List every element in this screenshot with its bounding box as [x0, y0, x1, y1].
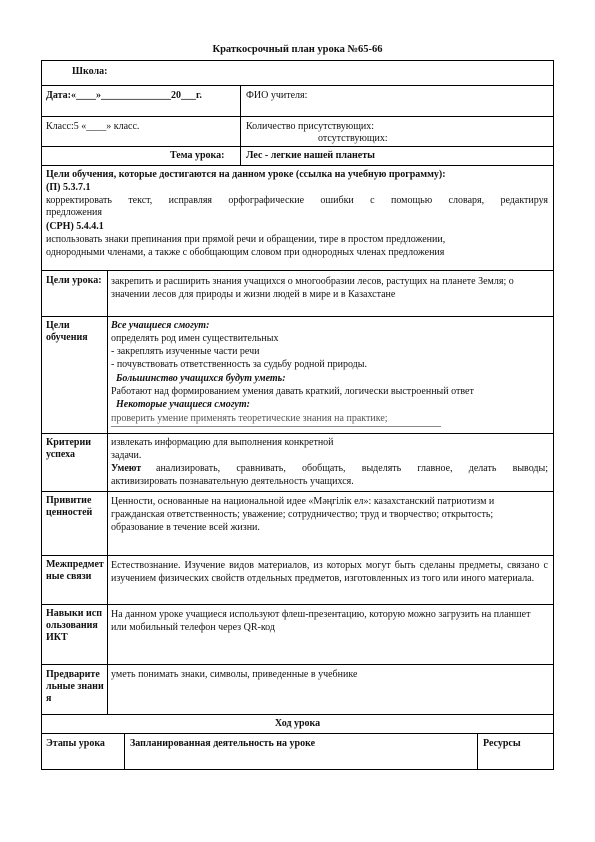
criteria-label: Критерии успеха: [46, 437, 92, 460]
objectives-all: Все учащиеся смогут:: [111, 320, 210, 331]
topic-label: Тема урока:: [170, 150, 225, 161]
objectives-line-4: Работают над формированием умения давать краткий, логически выстроенный ответ: [111, 386, 474, 397]
goal-code-2: (СРН) 5.4.4.1: [46, 221, 104, 232]
interdisciplinary-text: Естествознание. Изучение видов материалов, из которых могут быть сделаны предметы, связано с изучением физических свойств отдельных предметов, изготовленных из того или иного материала.: [111, 560, 548, 584]
teacher-label: ФИО учителя:: [246, 90, 308, 101]
criteria-bold-word: Умеют: [111, 463, 142, 474]
date-field: Дата:«____»______________20___г.: [46, 90, 202, 101]
course-col-activity: Запланированная деятельность на уроке: [130, 738, 316, 749]
aims-label: Цели урока:: [46, 275, 102, 286]
goal-text-2b: однородными членами, а также с обобщающим словом при однородных членах предложения: [46, 247, 445, 258]
objectives-line-1: определять род имен существительных: [111, 333, 279, 344]
course-heading: Ход урока: [274, 718, 321, 729]
topic-value: Лес - легкие нашей планеты: [246, 150, 375, 161]
objectives-line-3: - почувствовать ответственность за судьбу родной природы.: [111, 359, 367, 370]
prior-knowledge-text: уметь понимать знаки, символы, приведенные в учебнике: [111, 669, 358, 680]
prior-knowledge-label: Предварительные знания: [46, 669, 104, 704]
goals-heading: Цели обучения, которые достигаются на данном уроке (ссылка на учебную программу):: [46, 169, 446, 180]
criteria-line-1: извлекать информацию для выполнения конкретной: [111, 437, 334, 448]
objectives-some: Некоторые учащиеся смогут:: [116, 399, 250, 410]
course-col-stages: Этапы урока: [46, 738, 105, 749]
values-label: Привитие ценностей: [46, 495, 93, 518]
ict-label: Навыки использования ИКТ: [46, 608, 102, 643]
objectives-line-5: проверить умение применять теоретические знания на практике;: [111, 413, 388, 424]
aims-text: закрепить и расширить знания учащихся о многообразии лесов, растущих на планете Земля; о значении лесов для природы и жизни людей в мире и в Казахстане: [111, 276, 514, 300]
criteria-line-4: активизировать познавательную деятельность учащихся.: [111, 476, 354, 487]
objectives-label: Цели обучения: [46, 320, 88, 343]
school-label: Школа:: [72, 66, 108, 77]
grade-field: Класс:5 «____» класс.: [46, 121, 140, 132]
values-text: Ценности, основанные на национальной идее «Мәңгілік ел»: казахстанский патриотизм и гражданская ответственность; уважение; сотрудничество; труд и творчество; открытость; образование в течение всей жизни.: [111, 496, 495, 533]
goal-text-1a: корректировать текст, исправляя орфографические ошибки с помощью словаря, редактируя: [46, 195, 548, 206]
present-count-label: Количество присутствующих:: [246, 121, 375, 132]
criteria-line-2: задачи.: [111, 450, 142, 461]
absent-count-label: отсутствующих:: [318, 133, 388, 144]
goal-text-1b: предложения: [46, 207, 103, 218]
objectives-most: Большинство учащихся будут уметь:: [116, 373, 286, 384]
page-title: Краткосрочный план урока №65-66: [212, 44, 383, 55]
criteria-line-3: анализировать, сравнивать, обобщать, выделять главное, делать выводы;: [156, 463, 548, 474]
interdisciplinary-label: Межпредметные связи: [46, 559, 104, 582]
goal-text-2a: использовать знаки препинания при прямой речи и обращении, тире в простом предложении,: [46, 234, 446, 245]
objectives-line-2: - закреплять изученные части речи: [111, 346, 260, 357]
goal-code-1: (П) 5.3.7.1: [46, 182, 91, 193]
course-col-resources: Ресурсы: [483, 738, 521, 749]
ict-text: На данном уроке учащиеся используют флеш-презентацию, которую можно загрузить на планшет или мобильный телефон через QR-код: [111, 609, 531, 633]
